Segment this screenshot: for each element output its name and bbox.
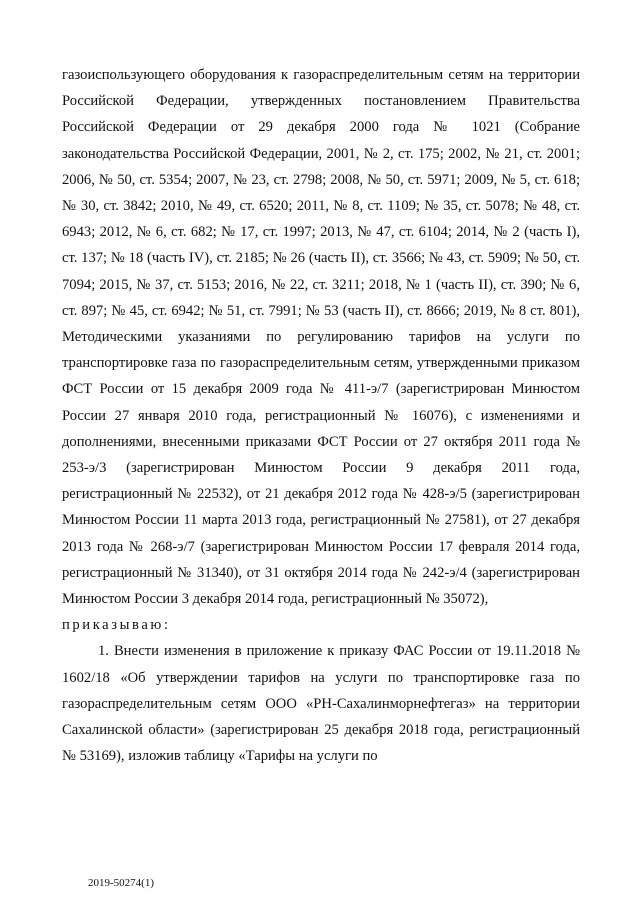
footer-document-code: 2019-50274(1) (88, 877, 154, 889)
paragraph-item-1: 1. Внести изменения в приложение к приказу ФАС России от 19.11.2018 № 1602/18 «Об утверждении тарифов на услуги по транспортировке газа по газораспределительным сетям ООО «РН-Сахалинморнефтегаз» на территории Сахалинской области» (зарегистрирован 25 декабря 2018 года, регистрационный № 53169), изложив таблицу «Тарифы на услуги по (62, 643, 580, 765)
paragraph-legal-basis: газоиспользующего оборудования к газораспределительным сетям на территории Российской Федерации, утвержденных постановлением Правительства Российской Федерации от 29 декабря 2000 года № 1021 (Собрание законодательства Российской Федерации, 2001, № 2, ст. 175; 2002, № 21, ст. 2001; 2006, № 50, ст. 5354; 2007, № 23, ст. 2798; 2008, № 50, ст. 5971; 2009, № 5, ст. 618; № 30, ст. 3842; 2010, № 49, ст. 6520; 2011, № 8, ст. 1109; № 35, ст. 5078; № 48, ст. 6943; 2012, № 6, ст. 682; № 17, ст. 1997; 2013, № 47, ст. 6104; 2014, № 2 (часть I), ст. 137; № 18 (часть IV), ст. 2185; № 26 (часть II), ст. 3566; № 43, ст. 5909; № 50, ст. 7094; 2015, № 37, ст. 5153; 2016, № 22, ст. 3211; 2018, № 1 (часть II), ст. 390; № 6, ст. 897; № 45, ст. 6942; № 51, ст. 7991; № 53 (часть II), ст. 8666; 2019, № 8 ст. 801), Методическими указаниями по регулированию тарифов на услуги по транспортировке газа по газораспределительным сетям, утвержденными приказом ФСТ России от 15 декабря 2009 года № 411-э/7 (зарегистрирован Минюстом России 27 января 2010 года, регистрационный № 16076), с изменениями и дополнениями, внесенными приказами ФСТ России от 27 октября 2011 года № 253-э/3 (зарегистрирован Минюстом России 9 декабря 2011 года, регистрационный № 22532), от 21 декабря 2012 года № 428-э/5 (зарегистрирован Минюстом России 11 марта 2013 года, регистрационный № 27581), от 27 декабря 2013 года № 268-э/7 (зарегистрирован Минюстом России 17 февраля 2014 года, регистрационный № 31340), от 31 октября 2014 года № 242-э/4 (зарегистрирован Минюстом России 3 декабря 2014 года, регистрационный № 35072), (62, 67, 580, 608)
document-page (62, 62, 580, 769)
order-word: приказываю: (62, 617, 171, 634)
